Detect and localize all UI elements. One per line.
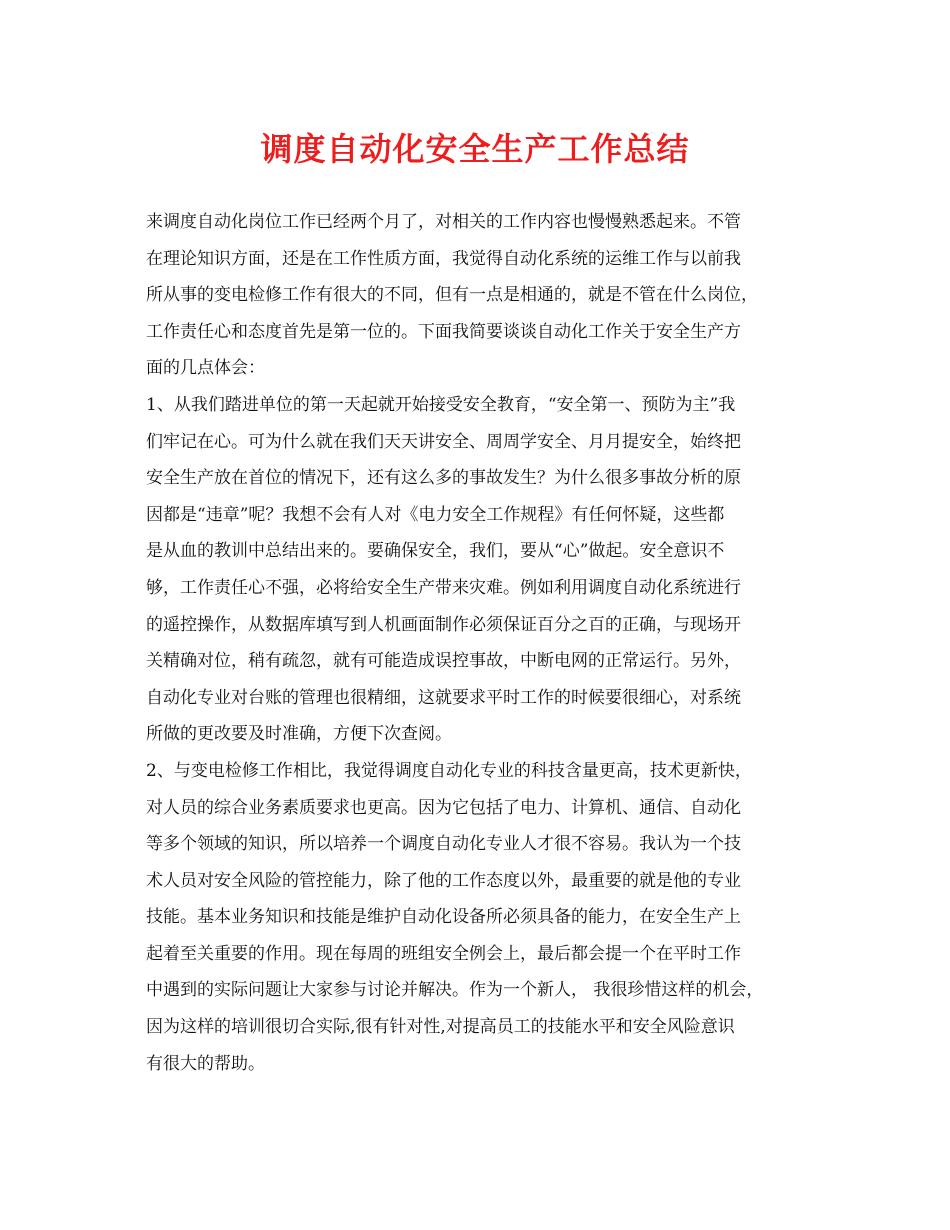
body-line: 对人员的综合业务素质要求也更高。因为它包括了电力、计算机、通信、自动化 [146, 797, 741, 818]
body-line: 2、与变电检修工作相比，我觉得调度自动化专业的科技含量更高，技术更新快， [146, 760, 752, 781]
body-line: 面的几点体会： [146, 358, 265, 379]
body-line: 术人员对安全风险的管控能力，除了他的工作态度以外，最重要的就是他的专业 [146, 870, 741, 891]
body-line: 够，工作责任心不强，必将给安全生产带来灾难。例如利用调度自动化系统进行 [146, 577, 741, 598]
body-line: 工作责任心和态度首先是第一位的。下面我简要谈谈自动化工作关于安全生产方 [146, 321, 741, 342]
body-line: 来调度自动化岗位工作已经两个月了，对相关的工作内容也慢慢熟悉起来。不管 [146, 212, 741, 232]
body-line: 自动化专业对台账的管理也很精细，这就要求平时工作的时候要很细心，对系统 [146, 687, 741, 708]
body-line: 因都是“违章”呢？我想不会有人对《电力安全工作规程》有任何怀疑，这些都 [146, 504, 725, 525]
document-body [146, 204, 816, 1082]
body-line: 因为这样的培训很切合实际,很有针对性,对提高员工的技能水平和安全风险意识 [146, 1017, 735, 1038]
body-line: 们牢记在心。可为什么就在我们天天讲安全、周周学安全、月月提安全，始终把 [146, 431, 741, 452]
body-line: 有很大的帮助。 [146, 1053, 265, 1074]
body-line: 技能。基本业务知识和技能是维护自动化设备所必须具备的能力，在安全生产上 [146, 907, 741, 928]
body-line: 所从事的变电检修工作有很大的不同，但有一点是相通的，就是不管在什么岗位， [146, 285, 758, 306]
body-line: 等多个领域的知识，所以培养一个调度自动化专业人才很不容易。我认为一个技 [146, 834, 741, 855]
body-line: 关精确对位，稍有疏忽，就有可能造成误控事故，中断电网的正常运行。另外， [146, 651, 741, 672]
body-line: 所做的更改要及时准确，方便下次查阅。 [146, 724, 452, 745]
body-line: 是从血的教训中总结出来的。要确保安全，我们，要从“心”做起。安全意识不 [146, 541, 725, 562]
body-line: 在理论知识方面，还是在工作性质方面，我觉得自动化系统的运维工作与以前我 [146, 248, 741, 269]
document-title: 调度自动化安全生产工作总结 [260, 130, 690, 168]
body-line: 起着至关重要的作用。现在每周的班组安全例会上，最后都会提一个在平时工作 [146, 943, 741, 964]
body-line: 1、从我们踏进单位的第一天起就开始接受安全教育，“安全第一、预防为主”我 [146, 394, 736, 415]
body-line: 的遥控操作，从数据库填写到人机画面制作必须保证百分之百的正确，与现场开 [146, 614, 741, 635]
body-line: 中遇到的实际问题让大家参与讨论并解决。作为一个新人， 我很珍惜这样的机会， [146, 980, 764, 1001]
body-line: 安全生产放在首位的情况下，还有这么多的事故发生？为什么很多事故分析的原 [146, 468, 741, 489]
